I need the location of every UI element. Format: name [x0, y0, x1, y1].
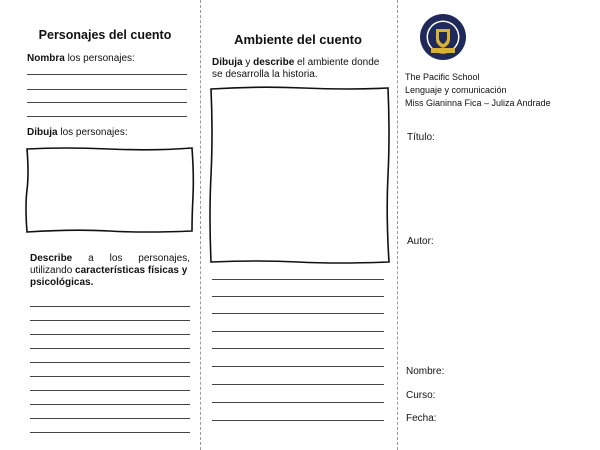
- setting-title: Ambiente del cuento: [234, 32, 362, 47]
- describe-characters-prompt: Describe a los personajes, utilizando características físicas y psicológicas.: [30, 253, 190, 288]
- name-characters-prompt: Nombra los personajes:: [27, 53, 135, 64]
- describe-line[interactable]: [30, 306, 190, 307]
- characters-title: Personajes del cuento: [38, 28, 172, 42]
- name-line-2[interactable]: [27, 89, 187, 90]
- student-name-label: Nombre:: [406, 366, 445, 377]
- draw-characters-prompt: Dibuja los personajes:: [27, 127, 128, 138]
- title-label: Título:: [407, 132, 435, 143]
- teacher-names: Miss Gianinna Fica – Juliza Andrade: [405, 98, 551, 108]
- setting-line[interactable]: [212, 348, 384, 349]
- describe-line[interactable]: [30, 432, 190, 433]
- date-label: Fecha:: [406, 413, 437, 424]
- setting-line[interactable]: [212, 296, 384, 297]
- setting-line[interactable]: [212, 279, 384, 280]
- describe-line[interactable]: [30, 404, 190, 405]
- setting-line[interactable]: [212, 366, 384, 367]
- describe-line[interactable]: [30, 376, 190, 377]
- setting-line[interactable]: [212, 420, 384, 421]
- school-logo: [418, 12, 468, 62]
- setting-line[interactable]: [212, 313, 384, 314]
- setting-line[interactable]: [212, 384, 384, 385]
- describe-line[interactable]: [30, 348, 190, 349]
- fold-line-left: [200, 0, 201, 450]
- name-line-4[interactable]: [27, 116, 187, 117]
- describe-line[interactable]: [30, 334, 190, 335]
- school-info: [405, 71, 595, 110]
- setting-line[interactable]: [212, 331, 384, 332]
- school-name: The Pacific School: [405, 72, 480, 82]
- setting-drawing-box[interactable]: [208, 85, 391, 265]
- characters-drawing-box[interactable]: [24, 146, 195, 234]
- describe-line[interactable]: [30, 362, 190, 363]
- describe-line[interactable]: [30, 320, 190, 321]
- name-line-3[interactable]: [27, 102, 187, 103]
- subject-name: Lenguaje y comunicación: [405, 85, 507, 95]
- describe-line[interactable]: [30, 418, 190, 419]
- course-label: Curso:: [406, 390, 436, 401]
- author-label: Autor:: [407, 236, 434, 247]
- name-line-1[interactable]: [27, 74, 187, 75]
- setting-line[interactable]: [212, 402, 384, 403]
- fold-line-right: [397, 0, 398, 450]
- describe-line[interactable]: [30, 390, 190, 391]
- setting-prompt: Dibuja y describe el ambiente donde se desarrolla la historia.: [212, 57, 380, 80]
